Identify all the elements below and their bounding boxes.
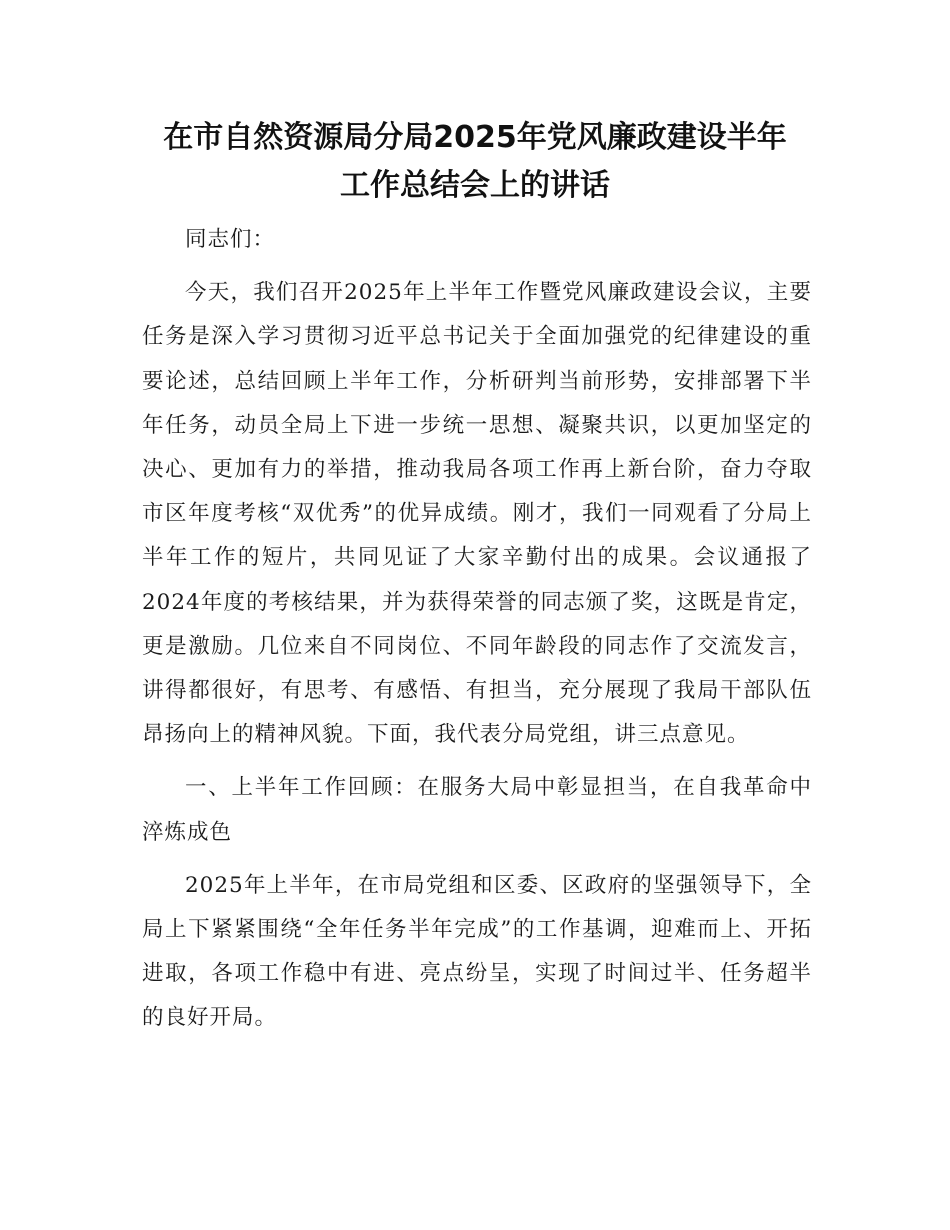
paragraph-opening: 今天，我们召开2025年上半年工作暨党风廉政建设会议，主要任务是深入学习贯彻习近平总书记关于全面加强党的纪律建设的重要论述，总结回顾上半年工作，分析研判当前形势，安排部署下半年任务，动员全局上下进一步统一思想、凝聚共识，以更加坚定的决心、更加有力的举措，推动我局各项工作再上新台阶，奋力夺取市区年度考核“双优秀”的优异成绩。刚才，我们一同观看了分局上半年工作的短片，共同见证了大家辛勤付出的成果。会议通报了2024年度的考核结果，并为获得荣誉的同志颁了奖，这既是肯定，更是激励。几位来自不同岗位、不同年龄段的同志作了交流发言，讲得都很好，有思考、有感悟、有担当，充分展现了我局干部队伍昂扬向上的精神风貌。下面，我代表分局党组，讲三点意见。	[142, 280, 812, 748]
document-title	[120, 114, 830, 210]
paragraph-review: 2025年上半年，在市局党组和区委、区政府的坚强领导下，全局上下紧紧围绕“全年任务半年完成”的工作基调，迎难而上、开拓进取，各项工作稳中有进、亮点纷呈，实现了时间过半、任务超半的良好开局。	[142, 872, 812, 1031]
title-line-2: 工作总结会上的讲话	[340, 168, 610, 203]
salutation: 同志们：	[185, 227, 276, 252]
title-line-1: 在市自然资源局分局2025年党风廉政建设半年	[163, 120, 787, 155]
document-body	[142, 218, 812, 1041]
section-heading-1: 一、上半年工作回顾：在服务大局中彰显担当，在自我革命中淬炼成色	[142, 775, 812, 845]
